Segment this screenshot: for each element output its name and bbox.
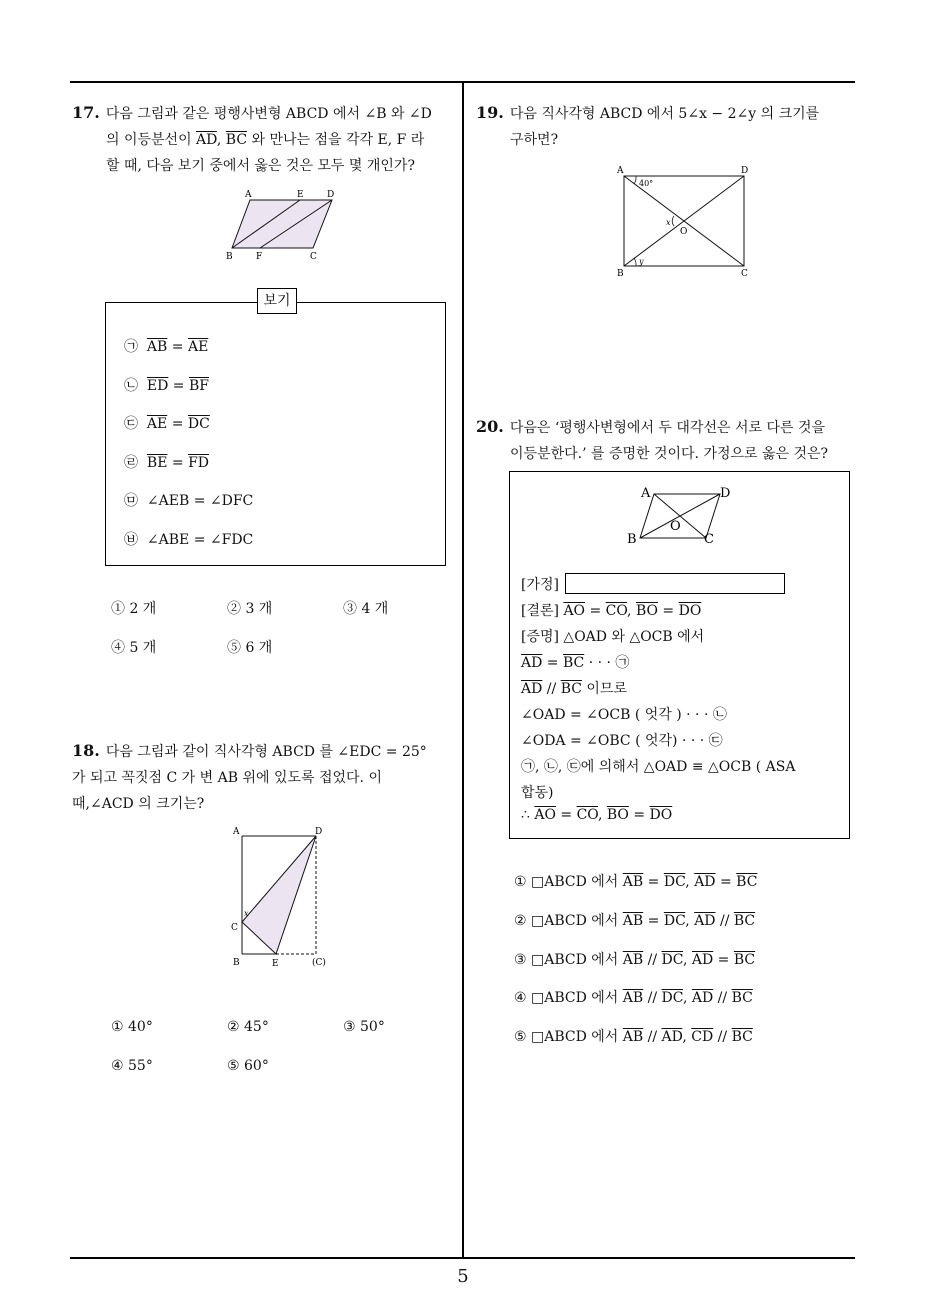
q19-label-a: A (617, 166, 624, 176)
q18-label-cp: (C) (312, 958, 326, 968)
q18-label-x: x (244, 909, 249, 918)
q18-choice-5[interactable]: ⑤ 60° (227, 1058, 269, 1074)
q17-label-a: A (245, 190, 252, 200)
q17-label-f: F (256, 252, 263, 262)
q19-number: 19. (476, 103, 504, 122)
q20-conclusion: [결론] $\overline{AO} = \overline{CO}$, $\overline{BO} = \overline{DO}$ (521, 603, 702, 619)
q17-bogi-item-3: ㉢ $\overline{AE} = \overline{DC}$ (124, 416, 210, 432)
q17-label-d: D (327, 190, 335, 200)
q19-label-b: B (617, 269, 624, 279)
q19-text: 19. 다음 직사각형 ABCD 에서 5∠x − 2∠y 의 크기를 구하면? (476, 103, 820, 148)
q17-bogi-item-1: ㉠ $\overline{AB} = \overline{AE}$ (124, 339, 209, 355)
q17-bogi-item-2: ㉡ $\overline{ED} = \overline{BF}$ (124, 378, 210, 394)
q20-choice-5[interactable]: ⑤ □ABCD 에서 $\overline{AB} // \overline{AD}$, $\overline{CD} // \overline{BC}$ (514, 1029, 753, 1045)
q18-choice-2[interactable]: ② 45° (227, 1019, 269, 1035)
q20-proof-line-6: 합동) (521, 785, 554, 801)
q19-label-y: y (639, 257, 644, 266)
q18-choice-1[interactable]: ① 40° (111, 1019, 153, 1035)
q17-figure (220, 188, 340, 264)
q17-bogi-item-5: ㉤ ∠AEB = ∠DFC (124, 493, 254, 509)
q19-label-angle: 40° (639, 179, 654, 188)
q17-choice-5[interactable]: ⑤ 6 개 (227, 640, 273, 656)
q20-text: 20. 다음은 ‘평행사변형에서 두 대각선은 서로 다른 것을 이등분한다.’ 를 증명한 것이다. 가정으로 옳은 것은? (476, 417, 829, 462)
q20-label-c: C (704, 532, 714, 547)
q17-bogi-item-4: ㉣ $\overline{BE} = \overline{FD}$ (124, 455, 210, 471)
q17-number: 17. (72, 103, 100, 122)
q20-hypothesis: [가정] (521, 577, 559, 593)
q20-choice-1[interactable]: ① □ABCD 에서 $\overline{AB} = \overline{DC}$, $\overline{AD} = \overline{BC}$ (514, 874, 758, 890)
q20-proof-line-1: $\overline{AD} = \overline{BC}$ · · · ㉠ (521, 655, 630, 671)
q20-choice-4[interactable]: ④ □ABCD 에서 $\overline{AB} // \overline{DC}$, $\overline{AD} // \overline{BC}$ (514, 990, 753, 1006)
q17-bogi-item-6: ㉥ ∠ABE = ∠FDC (124, 532, 254, 548)
q20-choice-2[interactable]: ② □ABCD 에서 $\overline{AB} = \overline{DC}$, $\overline{AD} // \overline{BC}$ (514, 913, 756, 929)
q17-text: 17. 다음 그림과 같은 평행사변형 ABCD 에서 ∠B 와 ∠D 의 이등분선이 $\overline{AD}$, $\overline{BC}$ 와 만나는 점을 각각 E, F 라 할 때, 다음 보기 중에서 옳은 것은 모두 몇 개인가? (72, 103, 432, 174)
q18-choice-4[interactable]: ④ 55° (111, 1058, 153, 1074)
column-divider (462, 82, 464, 1258)
q19-label-x: x (666, 218, 671, 227)
q20-hypothesis-blank[interactable] (565, 573, 785, 594)
q17-bogi-title: 보기 (257, 288, 297, 314)
q20-choice-3[interactable]: ③ □ABCD 에서 $\overline{AB} // \overline{DC}$, $\overline{AD} = \overline{BC}$ (514, 952, 756, 968)
q20-label-d: D (720, 486, 731, 501)
q19-label-c: C (741, 269, 748, 279)
q17-choice-3[interactable]: ③ 4 개 (343, 601, 389, 617)
q18-figure (228, 822, 336, 972)
q20-figure (622, 482, 736, 548)
q20-label-b: B (627, 532, 637, 547)
q18-label-d: D (315, 827, 323, 837)
q18-label-e: E (272, 959, 279, 969)
q18-label-a: A (233, 827, 240, 837)
q18-label-b: B (233, 958, 240, 968)
q20-proof-line-7: ∴ $\overline{AO} = \overline{CO}$, $\overline{BO} = \overline{DO}$ (521, 807, 673, 823)
q20-proof-line-2: $\overline{AD} // \overline{BC}$ 이므로 (521, 681, 627, 697)
q19-label-o: O (680, 227, 688, 237)
q20-proof-line-3: ∠OAD = ∠OCB ( 엇각 ) · · · ㉡ (521, 707, 727, 723)
q19-label-d: D (741, 166, 749, 176)
q17-choice-2[interactable]: ② 3 개 (227, 601, 273, 617)
q20-proof-line-5: ㉠, ㉡, ㉢에 의해서 △OAD ≡ △OCB ( ASA (521, 759, 796, 775)
q20-label-o: O (670, 519, 681, 534)
q18-text: 18. 다음 그림과 같이 직사각형 ABCD 를 ∠EDC = 25° 가 되고 꼭짓점 C 가 변 AB 위에 있도록 접었다. 이 때,∠ACD 의 크기는? (72, 741, 427, 812)
page-number: 5 (457, 1266, 469, 1287)
q18-choice-3[interactable]: ③ 50° (343, 1019, 385, 1035)
q17-choice-4[interactable]: ④ 5 개 (111, 640, 157, 656)
q17-label-b: B (226, 252, 233, 262)
q20-proof-intro: [증명] △OAD 와 △OCB 에서 (521, 629, 705, 645)
q19-figure (608, 160, 758, 282)
q18-number: 18. (72, 741, 100, 760)
q17-label-e: E (297, 190, 304, 200)
q17-choice-1[interactable]: ① 2 개 (111, 601, 157, 617)
q20-proof-line-4: ∠ODA = ∠OBC ( 엇각) · · · ㉢ (521, 733, 723, 749)
q20-label-a: A (641, 486, 651, 501)
q17-label-c: C (310, 252, 317, 262)
bottom-rule (70, 1257, 855, 1259)
q18-label-c: C (231, 923, 238, 933)
q20-number: 20. (476, 417, 504, 436)
